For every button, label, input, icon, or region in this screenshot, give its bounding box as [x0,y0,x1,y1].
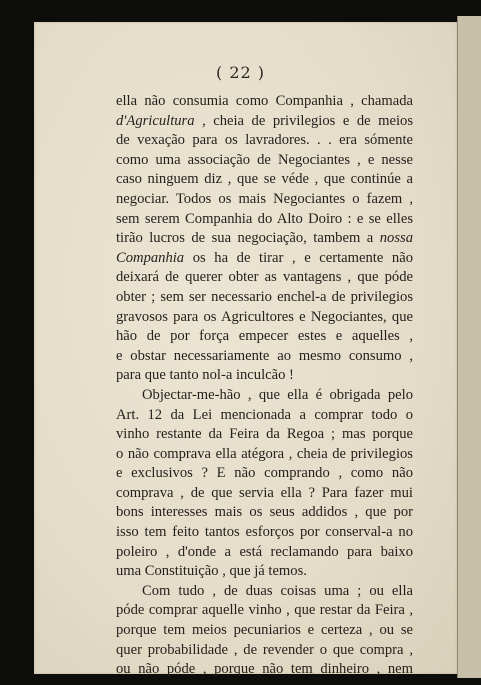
text-line [116,288,413,308]
text-line [116,347,413,367]
text-line [116,112,413,132]
text-segment: obter ; sem ser necessario enchel-a de privilegios [116,288,413,305]
text-segment: porque tem meios pecuniarios e certeza , ou se [116,622,413,639]
text-line [116,582,413,602]
text-segment: Objectar-me-hão , que ella é obrigada pelo [142,386,413,403]
text-line [116,562,413,582]
text-segment: isso tem feito tantos esforços por conserval-a no [116,524,413,541]
text-segment: e obstar necessariamente ao mesmo consumo , [116,347,413,364]
text-line [116,92,413,112]
text-segment: póde comprar aquelle vinho , que restar da Feira , [116,602,413,619]
text-line [116,484,413,504]
text-segment: caso ninguem diz , que se véde , que continúe a [116,171,413,188]
text-segment: de vexação para os lavradores. . . era sómente [116,132,413,149]
text-segment: como uma associação de Negociantes , e nesse [116,151,413,168]
text-line [116,210,413,230]
text-segment: poleiro , d'onde a está reclamando para baixo [116,543,413,560]
text-line [116,131,413,151]
text-line [116,523,413,543]
text-segment: para que tanto nol-a inculcão ! [116,367,294,384]
text-line [116,366,413,386]
text-segment: uma Constituição , que já temos. [116,563,307,580]
text-segment: os ha de tirar , e certamente não [184,249,413,266]
text-segment: bons interesses mais os seus addidos , que por [116,504,413,521]
text-segment: gravosos para os Agricultores e Negociantes, que [116,308,413,325]
text-segment: tirão lucros de sua negociação, tambem a [116,230,380,247]
italic-text: Companhia [116,249,185,266]
text-line [116,190,413,210]
text-segment: negociar. Todos os mais Negociantes o fazem , [116,190,413,207]
text-segment: vinho restante da Feira da Regoa ; mas porque [116,426,413,443]
text-line [116,503,413,523]
text-line [116,445,413,465]
body-text [116,92,413,680]
text-segment: deixará de querer obter as vantagens , que póde [116,269,413,286]
text-segment: hão de por força empecer estes e aquelles , [116,328,413,345]
text-line [116,406,413,426]
text-line [116,425,413,445]
adjacent-page-edge [457,16,481,678]
text-line [116,151,413,171]
text-segment: ou não póde , porque não tem dinheiro , nem [116,661,413,678]
text-segment: Com tudo , de duas coisas uma ; ou ella [142,582,413,599]
text-line [116,601,413,621]
text-line [116,543,413,563]
text-segment: quer probabilidade , de revender o que compra , [116,641,413,658]
text-line [116,308,413,328]
text-segment: sem serem Companhia do Alto Doiro : e se elles [116,210,413,227]
text-line [116,229,413,249]
text-line [116,660,413,680]
text-line [116,621,413,641]
text-segment: , cheia de privilegios e de meios [194,112,413,129]
text-segment: comprava , de que servia ella ? Para fazer mui [116,484,413,501]
text-line [116,249,413,269]
page-number: ( 22 ) [215,63,265,82]
text-line [116,641,413,661]
text-line [116,386,413,406]
text-segment: Art. 12 da Lei mencionada a comprar todo o [116,406,413,423]
text-line [116,464,413,484]
text-line [116,170,413,190]
text-segment: o não comprava ella atégora , cheia de privilegios [116,445,413,462]
text-line [116,327,413,347]
text-segment: e exclusivos ? E não comprando , como não [116,465,413,482]
italic-text: d'Agricultura [116,112,195,129]
italic-text: nossa [379,230,413,247]
text-segment: ella não consumia como Companhia , chamada [116,93,413,109]
text-line [116,268,413,288]
